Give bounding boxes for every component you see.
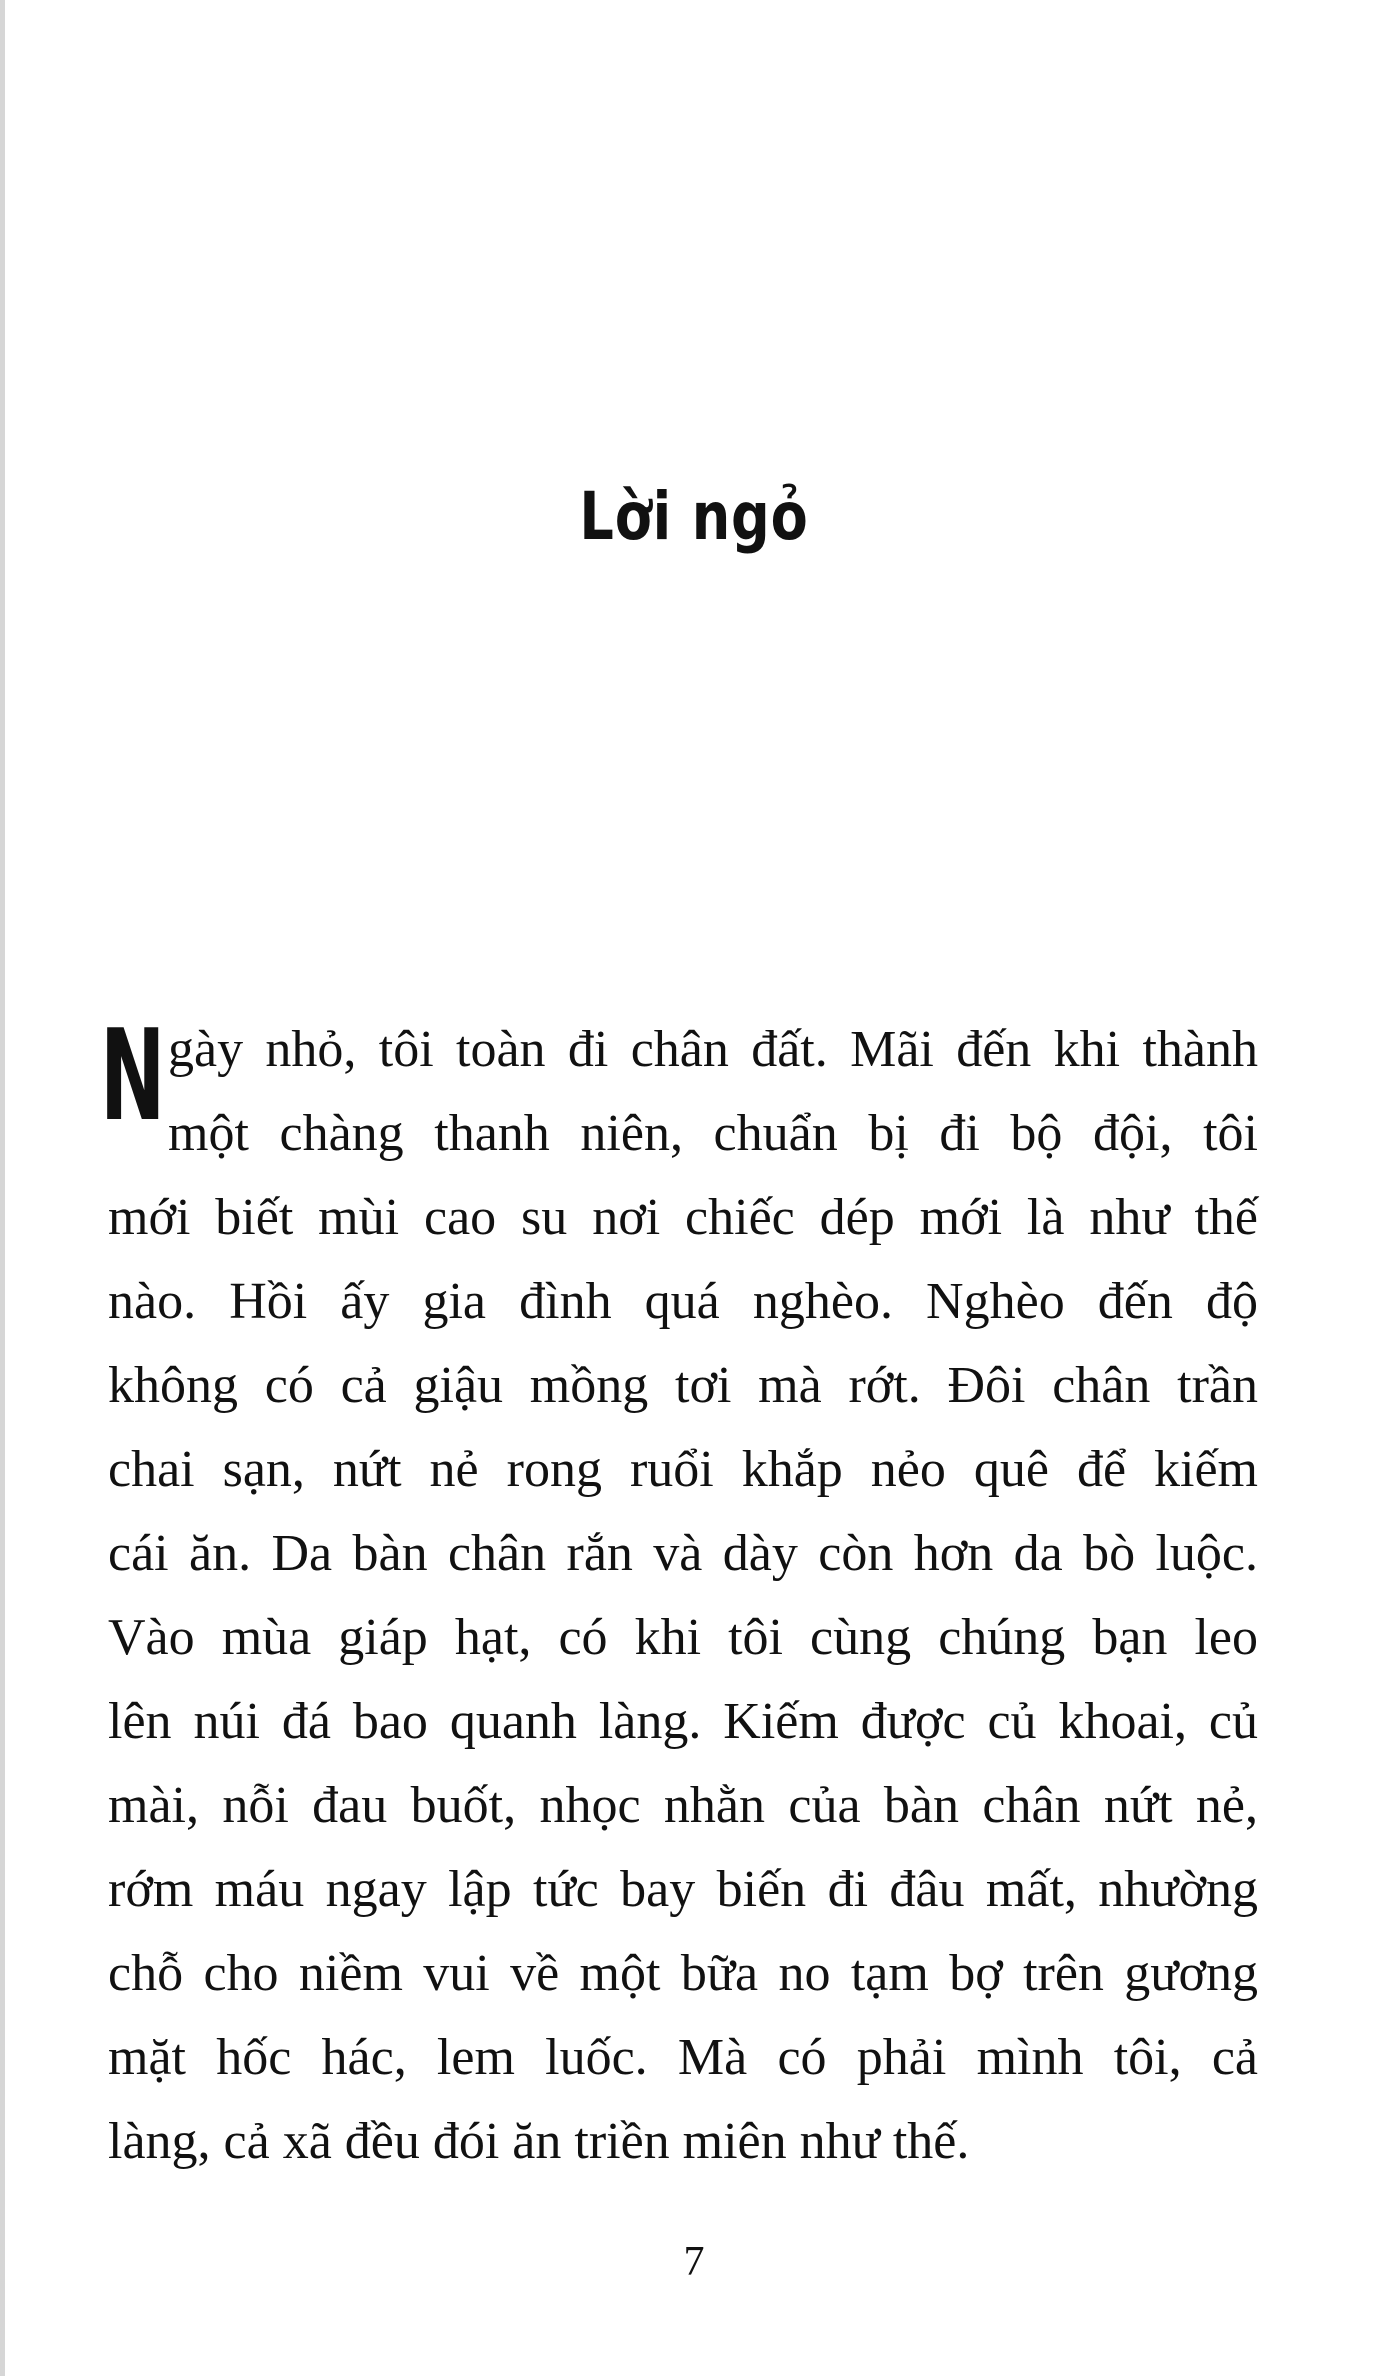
paragraph-line: Vào mùa giáp hạt, có khi tôi cùng chúng bạn leo bbox=[108, 1609, 1258, 1666]
drop-cap: N bbox=[100, 1002, 166, 1149]
paragraph-line: làng, cả xã đều đói ăn triền miên như thế. bbox=[108, 2113, 970, 2170]
paragraph-line: một chàng thanh niên, chuẩn bị đi bộ đội, tôi bbox=[168, 1105, 1258, 1162]
paragraph-line: lên núi đá bao quanh làng. Kiếm được củ khoai, củ bbox=[108, 1693, 1258, 1750]
paragraph-line: gày nhỏ, tôi toàn đi chân đất. Mãi đến khi thành bbox=[168, 1021, 1258, 1078]
page-number: 7 bbox=[683, 2239, 705, 2285]
paragraph-line: mặt hốc hác, lem luốc. Mà có phải mình tôi, cả bbox=[108, 2029, 1258, 2086]
paragraph-line: mài, nỗi đau buốt, nhọc nhằn của bàn chân nứt nẻ, bbox=[108, 1777, 1258, 1834]
paragraph-line: mới biết mùi cao su nơi chiếc dép mới là như thế bbox=[108, 1189, 1258, 1246]
paragraph-line: chai sạn, nứt nẻ rong ruổi khắp nẻo quê để kiếm bbox=[108, 1441, 1258, 1498]
paragraph-line: rớm máu ngay lập tức bay biến đi đâu mất, nhường bbox=[108, 1861, 1258, 1918]
paragraph-line: nào. Hồi ấy gia đình quá nghèo. Nghèo đến độ bbox=[108, 1273, 1258, 1330]
paragraph-line: cái ăn. Da bàn chân rắn và dày còn hơn da bò luộc. bbox=[108, 1525, 1258, 1582]
chapter-title: Lời ngỏ bbox=[579, 478, 809, 555]
paragraph-line: chỗ cho niềm vui về một bữa no tạm bợ trên gương bbox=[108, 1945, 1258, 2002]
paragraph-line: không có cả giậu mồng tơi mà rớt. Đôi chân trần bbox=[108, 1357, 1258, 1414]
page-edge-shadow bbox=[0, 0, 5, 2376]
body-paragraph bbox=[108, 1008, 1258, 2184]
